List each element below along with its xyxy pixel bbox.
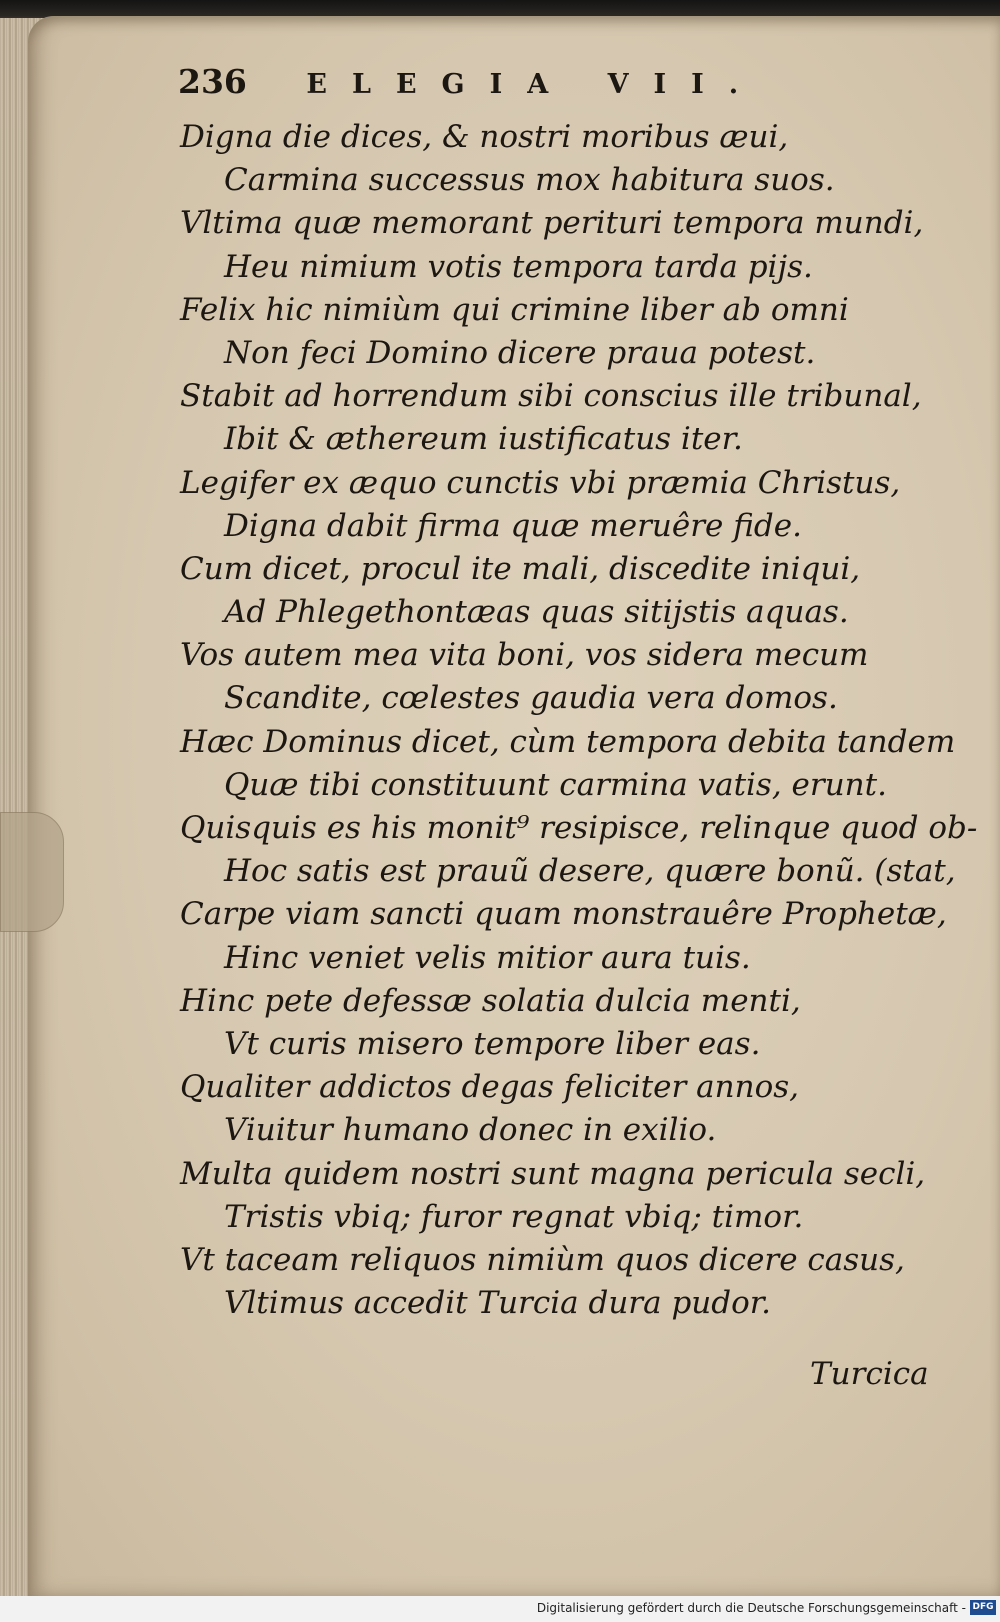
verse-line: Digna die dices, & nostri moribus æui,: [180, 119, 789, 155]
verse-line: Quæ tibi constituunt carmina vatis, erunt.: [224, 766, 887, 803]
verse-line: Non feci Domino dicere praua potest.: [224, 334, 816, 371]
verse-line: Ad Phlegethontæas quas sitijstis aquas.: [224, 594, 849, 631]
verse-line: Qualiter addictos degas feliciter annos,: [180, 1069, 800, 1106]
verse-line: Vltima quæ memorant perituri tempora mundi,: [180, 205, 924, 242]
running-head: ELEGIA VII.: [306, 69, 764, 100]
digitization-credit: Digitalisierung gefördert durch die Deutsche Forschungsgemeinschaft -: [536, 1601, 966, 1615]
verse-line: Hæc Dominus dicet, cùm tempora debita tandem: [180, 723, 956, 760]
verse-line: Cum dicet, procul ite mali, discedite iniqui,: [180, 550, 861, 587]
verse-line: Hinc veniet velis mitior aura tuis.: [224, 939, 751, 976]
verse-line: Vltimus accedit Turcia dura pudor.: [224, 1285, 772, 1322]
verse-line: Heu nimium votis tempora tarda pijs.: [224, 248, 813, 285]
verse-line: Quisquis es his monit⁹ resipisce, relinque quod ob-: [180, 810, 978, 846]
verse-line: Digna dabit firma quæ meruêre fide.: [224, 507, 802, 544]
verse-line: Ibit & æthereum iustificatus iter.: [224, 421, 743, 458]
verse-text: [180, 116, 978, 1325]
page-tab-shadow: [0, 812, 64, 932]
verse-line: Multa quidem nostri sunt magna pericula secli,: [180, 1155, 926, 1192]
verse-line: Hoc satis est prauũ desere, quære bonũ. (stat,: [224, 853, 956, 890]
verse-line: Carpe viam sancti quam monstrauêre Prophetæ,: [180, 896, 947, 933]
verse-line: Hinc pete defessæ solatia dulcia menti,: [180, 982, 801, 1019]
verse-line: Scandite, cœlestes gaudia vera domos.: [224, 680, 838, 717]
verse-line: Viuitur humano donec in exilio.: [224, 1112, 717, 1149]
verse-line: Vt taceam reliquos nimiùm quos dicere casus,: [180, 1241, 905, 1278]
dfg-logo: DFG: [970, 1600, 996, 1615]
verse-line: Stabit ad horrendum sibi conscius ille tribunal,: [180, 378, 922, 415]
page-number: 236: [178, 62, 247, 101]
verse-line: Carmina successus mox habitura suos.: [224, 162, 835, 199]
verse-line: Felix hic nimiùm qui crimine liber ab omni: [180, 291, 849, 328]
verse-line: Tristis vbiq; furor regnat vbiq; timor.: [224, 1198, 804, 1235]
verse-line: Legifer ex æquo cunctis vbi præmia Christus,: [180, 464, 901, 501]
catchword: Turcica: [810, 1356, 929, 1392]
verse-line: Vt curis misero tempore liber eas.: [224, 1025, 761, 1062]
page-header: [178, 62, 763, 101]
verse-line: Vos autem mea vita boni, vos sidera mecum: [180, 637, 869, 674]
